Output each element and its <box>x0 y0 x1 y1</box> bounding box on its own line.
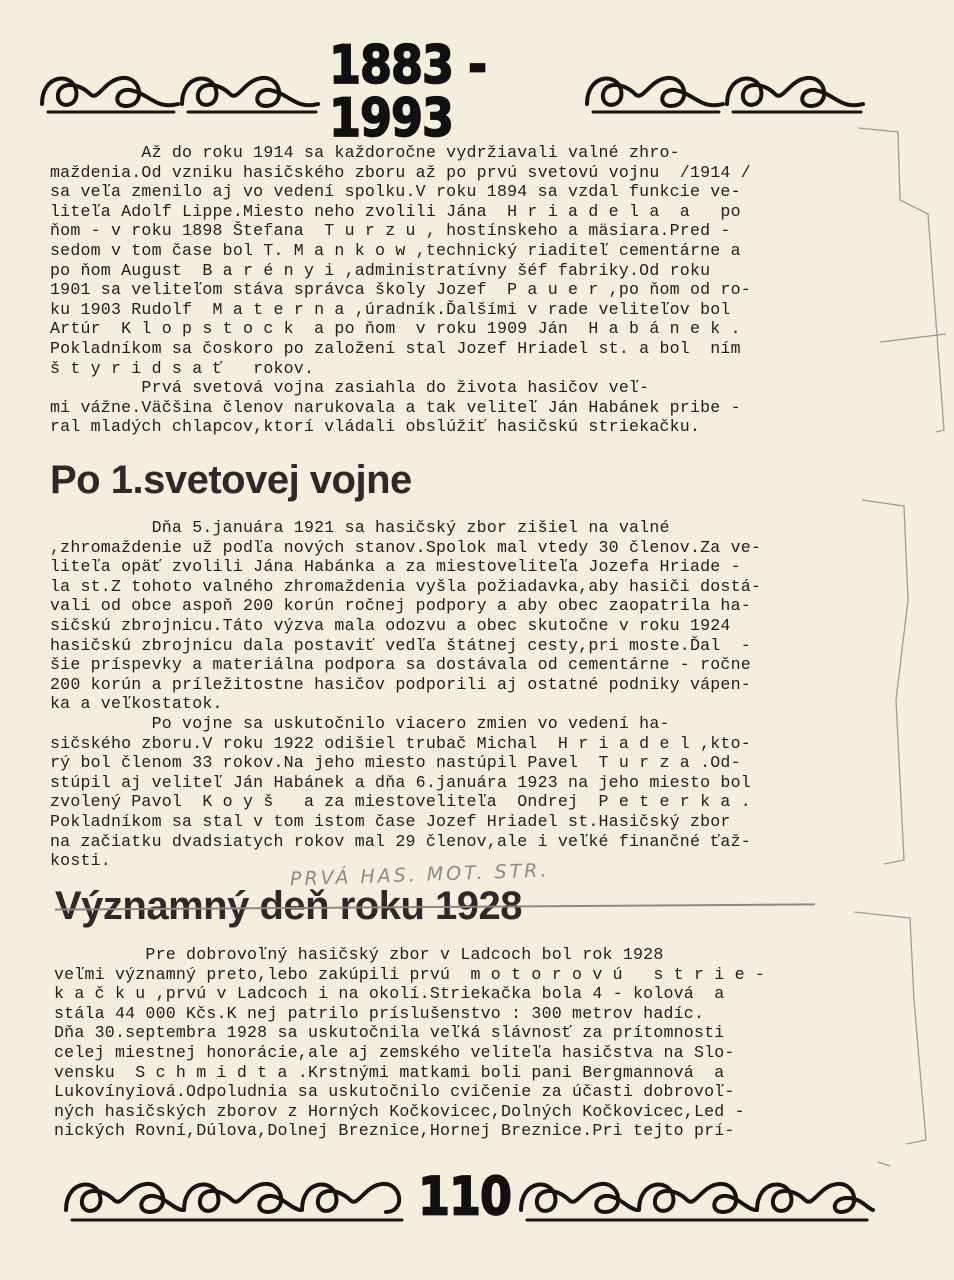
text-line: 200 korún a príležitostne hasičov podporili aj ostatné podniky vápen- <box>50 674 751 694</box>
text-line: veľmi významný preto,lebo zakúpili prvú m o t o r o v ú s t r i e - <box>54 964 766 984</box>
text-line: Pokladníkom sa čoskoro po založení stal Jozef Hriadel st. a bol ním <box>50 338 741 358</box>
text-line: Dňa 5.januára 1921 sa hasičský zbor zišiel na valné <box>50 518 670 537</box>
text-line: vensku S c h m i d t a .Krstnými matkami boli pani Bergmannová a <box>54 1062 725 1082</box>
ornament-right <box>517 1168 877 1224</box>
year-1928-text <box>54 945 765 1141</box>
text-line: sa veľa zmenilo aj vo vedení spolku.V roku 1894 sa vzdal funkcie ve- <box>50 182 741 202</box>
text-line: Dňa 30.septembra 1928 sa uskutočnila veľká slávnosť za prítomnosti <box>54 1023 725 1043</box>
ornament-left <box>38 64 323 118</box>
text-line: sičskú zbrojnicu.Táto výzva mala odozvu a obec skutočne v roku 1924 <box>50 615 731 635</box>
text-line: sedom v tom čase bol T. M a n k o w ,technický riaditeľ cementárne a <box>50 240 741 260</box>
text-line: celej miestnej honorácie,ale aj zemského veliteľa hasičstva na Slo- <box>54 1042 735 1062</box>
text-line: stála 44 000 Kčs.K nej patrilo príslušenstvo : 300 metrov hadíc. <box>54 1003 705 1023</box>
text-line: Lukovínyiová.Odpoludnia sa uskutočnilo cvičenie za účasti dobrovoľ- <box>54 1082 735 1102</box>
text-line: k a č k u ,prvú v Ladcoch i na okolí.Striekačka bola 4 - kolová a <box>54 984 725 1004</box>
text-line: Až do roku 1914 sa každoročne vydržiavali valné zhro- <box>50 143 680 162</box>
text-line: sičského zboru.V roku 1922 odišiel trubač Michal H r i a d e l ,kto- <box>50 733 751 753</box>
text-line: rý bol členom 33 rokov.Na jeho miesto nastúpil Pavel T u r z a .Od- <box>50 753 741 773</box>
text-line: na začiatku dvadsiatych rokov mal 29 členov,ale i veľké finančné ťaž- <box>50 831 751 851</box>
after-war-text <box>50 518 761 871</box>
text-line: 1901 sa veliteľom stáva správca školy Jozef P a u e r ,po ňom od ro- <box>50 280 751 300</box>
text-line: Po vojne sa uskutočnilo viacero zmien vo vedení ha- <box>50 713 670 733</box>
text-line: zvolený Pavol K o y š a za miestoveliteľa Ondrej P e t e r k a . <box>50 792 751 812</box>
text-line: ,zhromaždenie už podľa nových stanov.Spolok mal vtedy 30 členov.Za ve- <box>50 537 762 557</box>
footer-ornament-band <box>62 1166 892 1226</box>
text-line: liteľa Adolf Lippe.Miesto neho zvolili Jána H r i a d e l a a po <box>50 201 741 221</box>
page-number: 110 <box>418 1164 512 1228</box>
text-line: vali od obce aspoň 200 korún ročnej podpory a aby obec zaopatrila ha- <box>50 596 751 616</box>
text-line: kosti. <box>50 851 111 871</box>
handwritten-note: PRVÁ HAS. MOT. STR. <box>289 859 550 891</box>
section-heading-1928: Významný deň roku 1928 <box>55 884 522 928</box>
ornament-left <box>62 1168 412 1224</box>
text-line: maždenia.Od vzniku hasičského zboru až po prvú svetovú vojnu /1914 / <box>50 162 751 182</box>
text-line: šie príspevky a materiálna podpora sa dostávala od cementárne - ročne <box>50 655 751 675</box>
section-heading-after-war: Po 1.svetovej vojne <box>50 458 412 502</box>
text-line: nických Rovní,Dúlova,Dolnej Breznice,Hornej Breznice.Pri tejto prí- <box>54 1121 735 1141</box>
header-years: 1883 - 1993 <box>329 33 487 149</box>
text-line: Artúr K l o p s t o c k a po ňom v roku 1909 Ján H a b á n e k . <box>50 319 741 339</box>
text-line: Pre dobrovoľný hasičský zbor v Ladcoch bol rok 1928 <box>54 945 664 964</box>
text-line: la st.Z tohoto valného zhromaždenia vyšla požiadavka,aby hasiči dostá- <box>50 576 762 596</box>
text-line: ných hasičských zborov z Horných Kočkovicec,Dolných Kočkovicec,Led - <box>54 1101 745 1121</box>
text-line: ňom - v roku 1898 Štefana T u r z u , hostínskeho a mäsiara.Pred - <box>50 221 731 241</box>
text-line: ku 1903 Rudolf M a t e r n a ,úradník.Ďalšími v rade veliteľov bol <box>50 299 731 319</box>
text-line: Pokladníkom sa stal v tom istom čase Jozef Hriadel st.Hasičský zbor <box>50 811 731 831</box>
text-line: mi vážne.Väčšina členov narukovala a tak veliteľ Ján Habánek pribe - <box>50 397 741 417</box>
text-line: po ňom August B a r é n y i ,administratívny šéf fabriky.Od roku <box>50 260 711 280</box>
ornament-right <box>583 64 868 118</box>
text-line: liteľa opäť zvolili Jána Habánka a za miestoveliteľa Jozefa Hriade - <box>50 557 741 577</box>
text-line: š t y r i d s a ť rokov. <box>50 358 315 378</box>
text-line: Prvá svetová vojna zasiahla do života hasičov veľ- <box>50 378 650 398</box>
text-line: ka a veľkostatok. <box>50 694 223 714</box>
text-line: hasičskú zbrojnicu dala postaviť vedľa štátnej cesty,pri moste.Ďal - <box>50 635 751 655</box>
text-line: ral mladých chlapcov,ktorí vládali obslúžiť hasičskú striekačku. <box>50 417 701 437</box>
text-line: stúpil aj veliteľ Ján Habánek a dňa 6.januára 1923 na jeho miesto bol <box>50 772 751 792</box>
header-ornament-band <box>38 33 868 149</box>
intro-text <box>50 143 751 437</box>
